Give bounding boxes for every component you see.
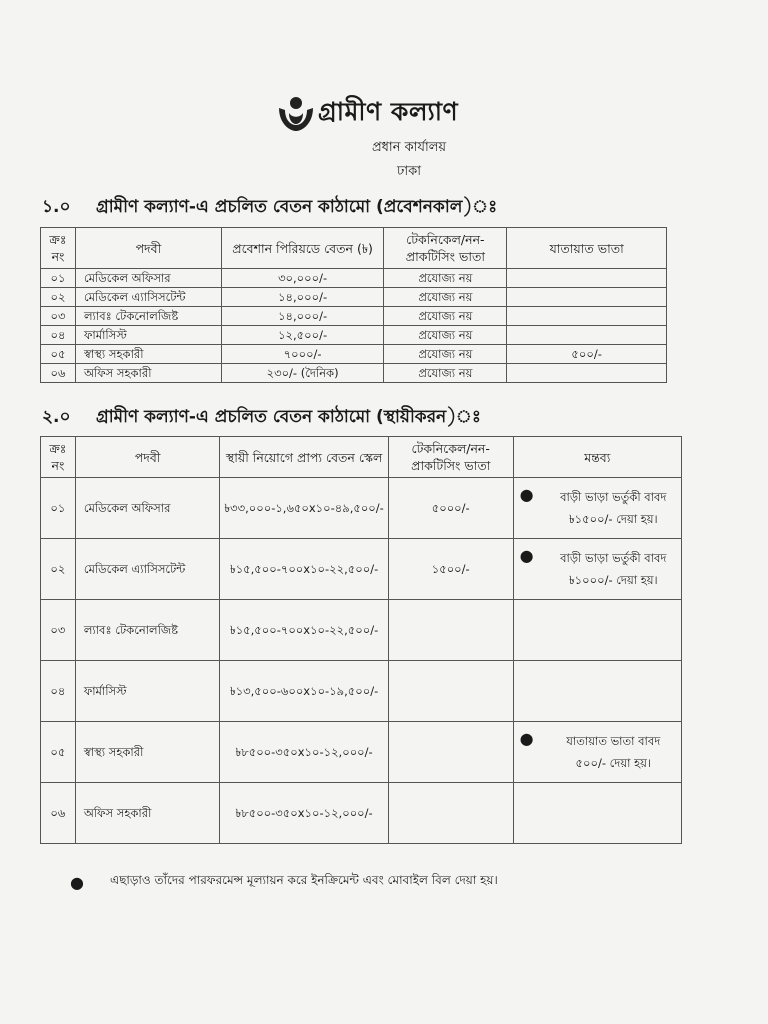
cell-sl: ০৫: [41, 345, 76, 364]
cell-sl: ০৩: [41, 307, 76, 326]
cell-post: মেডিকেল এ্যাসিসটেন্ট: [75, 288, 221, 307]
cell-post: ল্যাবঃ টেকনোলজিষ্ট: [75, 307, 221, 326]
cell-post: মেডিকেল এ্যাসিসটেন্ট: [75, 539, 220, 600]
cell-remark: [513, 783, 681, 844]
bullet-icon: ●: [519, 485, 534, 504]
office-label: প্রধান কার্যালয়: [371, 140, 447, 155]
cell-transport: [507, 364, 667, 383]
bullet-icon: ●: [519, 729, 534, 748]
cell-transport: [507, 326, 667, 345]
cell-scale: ৳৮৫০০-৩৫০x১০-১২,০০০/-: [220, 783, 388, 844]
cell-salary: ২৩০/- (দৈনিক): [221, 364, 384, 383]
table-row: [41, 326, 667, 345]
cell-sl: ০৩: [41, 600, 76, 661]
col-header-sl: ক্রঃ নং: [41, 437, 76, 478]
cell-post: ফার্মাসিস্ট: [75, 326, 221, 345]
cell-allowance: প্রযোজ্য নয়: [384, 288, 507, 307]
cell-post: অফিস সহকারী: [75, 364, 221, 383]
cell-sl: ০৬: [41, 783, 76, 844]
cell-salary: ৭০০০/-: [221, 345, 384, 364]
cell-sl: ০৪: [41, 661, 76, 722]
section1-title: গ্রামীণ কল্যাণ-এ প্রচলিত বেতন কাঠামো (প্রবেশনকাল)ঃ: [96, 197, 498, 217]
col-header-allowance: টেকনিকেল/নন-প্রাকটিসিং ভাতা: [388, 437, 513, 478]
bullet-icon: ●: [70, 872, 84, 892]
bullet-icon: ●: [519, 546, 534, 565]
cell-allowance: [388, 600, 513, 661]
section2-number: ২.০: [42, 407, 71, 427]
cell-allowance: প্রযোজ্য নয়: [384, 269, 507, 288]
table-row: [41, 783, 682, 844]
section2-title: গ্রামীণ কল্যাণ-এ প্রচলিত বেতন কাঠামো (স্থায়ীকরন)ঃ: [96, 407, 481, 427]
cell-post: স্বাস্থ্য সহকারী: [75, 345, 221, 364]
col-header-sl: ক্রঃ নং: [41, 228, 76, 269]
remark-text: বাড়ী ভাড়া ভর্তুকী বাবদ ৳১৫০০/- দেয়া হয়।: [560, 490, 667, 526]
cell-salary: ১৪,০০০/-: [221, 307, 384, 326]
section1-heading: [42, 194, 497, 222]
cell-allowance: [388, 661, 513, 722]
org-name: গ্রামীণ কল্যাণ: [318, 97, 459, 126]
cell-remark: [513, 600, 681, 661]
cell-remark: [513, 661, 681, 722]
table-row: [41, 722, 682, 783]
cell-transport: ৫০০/-: [507, 345, 667, 364]
cell-transport: [507, 269, 667, 288]
footer-note: [70, 872, 498, 892]
table-row: [41, 269, 667, 288]
cell-remark: [513, 539, 681, 600]
cell-allowance: প্রযোজ্য নয়: [384, 364, 507, 383]
table-header-row: [41, 437, 682, 478]
table-row: [41, 364, 667, 383]
remark-text: বাড়ী ভাড়া ভর্তুকী বাবদ ৳১০০০/- দেয়া হয়।: [560, 551, 667, 587]
cell-salary: ১৪,০০০/-: [221, 288, 384, 307]
section2-heading: [42, 404, 481, 432]
cell-sl: ০১: [41, 478, 76, 539]
cell-transport: [507, 307, 667, 326]
cell-transport: [507, 288, 667, 307]
section1-number: ১.০: [42, 197, 71, 217]
cell-allowance: [388, 722, 513, 783]
cell-scale: ৳১৫,৫০০-৭০০x১০-২২,৫০০/-: [220, 539, 388, 600]
logo-row: [276, 92, 458, 135]
cell-post: মেডিকেল অফিসার: [75, 478, 220, 539]
table-row: [41, 661, 682, 722]
cell-salary: ১২,৫০০/-: [221, 326, 384, 345]
col-header-scale: স্থায়ী নিয়োগে প্রাপ্য বেতন স্কেল: [220, 437, 388, 478]
cell-allowance: প্রযোজ্য নয়: [384, 326, 507, 345]
cell-remark: [513, 478, 681, 539]
table-header-row: [41, 228, 667, 269]
grameen-kalyan-logo-icon: [276, 94, 316, 134]
cell-scale: ৳১৩,৫০০-৬০০x১০-১৯,৫০০/-: [220, 661, 388, 722]
cell-sl: ০৫: [41, 722, 76, 783]
table-row: [41, 288, 667, 307]
col-header-remark: মন্তব্য: [513, 437, 681, 478]
probation-salary-table: [40, 227, 667, 383]
col-header-post: পদবী: [75, 228, 221, 269]
col-header-allowance: টেকনিকেল/নন-প্রাকটিসিং ভাতা: [384, 228, 507, 269]
remark-text: যাতায়াত ভাতা বাবদ ৫০০/- দেয়া হয়।: [566, 734, 661, 770]
col-header-transport: যাতায়াত ভাতা: [507, 228, 667, 269]
table-row: [41, 539, 682, 600]
cell-post: ল্যাবঃ টেকনোলজিষ্ট: [75, 600, 220, 661]
cell-post: মেডিকেল অফিসার: [75, 269, 221, 288]
table-row: [41, 478, 682, 539]
cell-scale: ৳৮৫০০-৩৫০x১০-১২,০০০/-: [220, 722, 388, 783]
permanent-salary-table: [40, 436, 682, 844]
cell-allowance: প্রযোজ্য নয়: [384, 345, 507, 364]
table-row: [41, 345, 667, 364]
city-label: ঢাকা: [397, 164, 421, 179]
cell-post: ফার্মাসিস্ট: [75, 661, 220, 722]
cell-sl: ০২: [41, 288, 76, 307]
cell-scale: ৳৩৩,০০০-১,৬৫০x১০-৪৯,৫০০/-: [220, 478, 388, 539]
col-header-post: পদবী: [75, 437, 220, 478]
cell-sl: ০৬: [41, 364, 76, 383]
col-header-salary: প্রবেশান পিরিয়ডে বেতন (৳): [221, 228, 384, 269]
cell-post: স্বাস্থ্য সহকারী: [75, 722, 220, 783]
cell-remark: [513, 722, 681, 783]
cell-allowance: ১৫০০/-: [388, 539, 513, 600]
table-row: [41, 600, 682, 661]
cell-sl: ০১: [41, 269, 76, 288]
cell-allowance: প্রযোজ্য নয়: [384, 307, 507, 326]
cell-allowance: [388, 783, 513, 844]
cell-sl: ০২: [41, 539, 76, 600]
cell-sl: ০৪: [41, 326, 76, 345]
cell-salary: ৩০,০০০/-: [221, 269, 384, 288]
table-row: [41, 307, 667, 326]
cell-allowance: ৫০০০/-: [388, 478, 513, 539]
cell-scale: ৳১৫,৫০০-৭০০x১০-২২,৫০০/-: [220, 600, 388, 661]
cell-post: অফিস সহকারী: [75, 783, 220, 844]
footer-note-text: এছাড়াও তাঁদের পারফরমেন্স মূল্যায়ন করে ইনক্রিমেন্ট এবং মোবাইল বিল দেয়া হয়।: [109, 873, 498, 887]
